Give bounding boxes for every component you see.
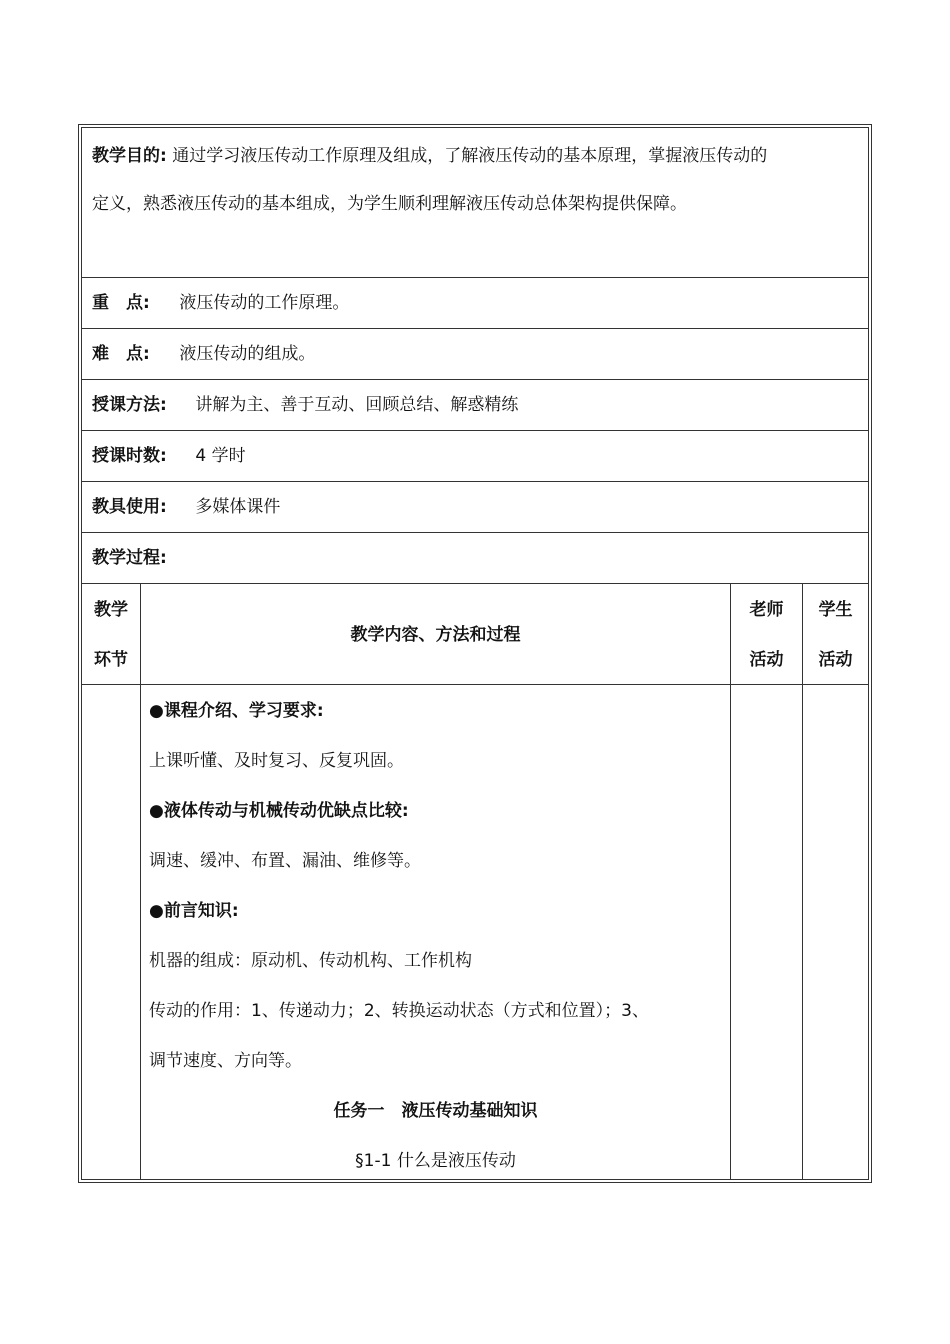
content-col-teacher xyxy=(731,685,803,1179)
method-line xyxy=(92,393,518,417)
objective-text-1: 通过学习液压传动工作原理及组成，了解液压传动的基本原理，掌握液压传动的 xyxy=(172,146,768,166)
hours-label: 授课时数: xyxy=(92,446,167,466)
objective-line1 xyxy=(92,144,767,168)
content-para-intro: 上课听懂、及时复习、反复巩固。 xyxy=(149,751,404,771)
content-col-stage xyxy=(82,685,141,1179)
content-task-title: 任务一 液压传动基础知识 xyxy=(333,1101,538,1121)
content-heading-preface: ●前言知识: xyxy=(149,901,239,921)
difficulty-line xyxy=(92,342,315,366)
content-row xyxy=(82,685,868,1179)
key-point-label: 重 点: xyxy=(92,293,150,313)
method-value: 讲解为主、善于互动、回顾总结、解惑精练 xyxy=(195,395,519,415)
objective-line2 xyxy=(92,192,687,216)
key-point-value: 液压传动的工作原理。 xyxy=(179,293,350,313)
content-section-title: §1-1 什么是液压传动 xyxy=(355,1151,516,1171)
content-heading-intro: ●课程介绍、学习要求: xyxy=(149,701,324,721)
difficulty-row xyxy=(82,329,868,380)
process-label: 教学过程: xyxy=(92,548,167,568)
content-col-main xyxy=(141,685,731,1179)
content-para-compare: 调速、缓冲、布置、漏油、维修等。 xyxy=(149,851,421,871)
content-para-machine: 机器的组成：原动机、传动机构、工作机构 xyxy=(149,951,472,971)
header-teacher-2: 活动 xyxy=(749,650,784,670)
difficulty-label: 难 点: xyxy=(92,344,150,364)
objective-label: 教学目的: xyxy=(92,146,167,166)
table-header-row xyxy=(82,584,868,685)
tools-label: 教具使用: xyxy=(92,497,167,517)
header-teacher-1: 老师 xyxy=(749,600,784,620)
header-content: 教学内容、方法和过程 xyxy=(350,625,521,645)
hours-line xyxy=(92,444,246,468)
header-stage-2: 环节 xyxy=(94,650,128,670)
key-point-line xyxy=(92,291,349,315)
method-row xyxy=(82,380,868,431)
difficulty-value: 液压传动的组成。 xyxy=(179,344,316,364)
header-student-2: 活动 xyxy=(818,650,853,670)
tools-line xyxy=(92,495,280,519)
content-para-function: 传动的作用：1、传递动力；2、转换运动状态（方式和位置）；3、 xyxy=(149,1001,649,1021)
header-stage-1: 教学 xyxy=(94,600,128,620)
process-row xyxy=(82,533,868,584)
header-col-student xyxy=(803,584,868,684)
content-col-student xyxy=(803,685,868,1179)
content-heading-compare: ●液体传动与机械传动优缺点比较: xyxy=(149,801,409,821)
content-para-speed: 调节速度、方向等。 xyxy=(149,1051,302,1071)
objective-text-2: 定义，熟悉液压传动的基本组成，为学生顺利理解液压传动总体架构提供保障。 xyxy=(92,194,687,214)
lesson-plan-table xyxy=(78,124,872,1183)
hours-value: 4 学时 xyxy=(195,446,246,466)
method-label: 授课方法: xyxy=(92,395,167,415)
key-point-row xyxy=(82,278,868,329)
table-inner xyxy=(81,127,869,1180)
header-student-1: 学生 xyxy=(818,600,853,620)
tools-value: 多媒体课件 xyxy=(195,497,281,517)
tools-row xyxy=(82,482,868,533)
hours-row xyxy=(82,431,868,482)
objective-row xyxy=(82,128,868,278)
header-col-teacher xyxy=(731,584,803,684)
header-col-content xyxy=(141,584,731,684)
header-col-stage xyxy=(82,584,141,684)
